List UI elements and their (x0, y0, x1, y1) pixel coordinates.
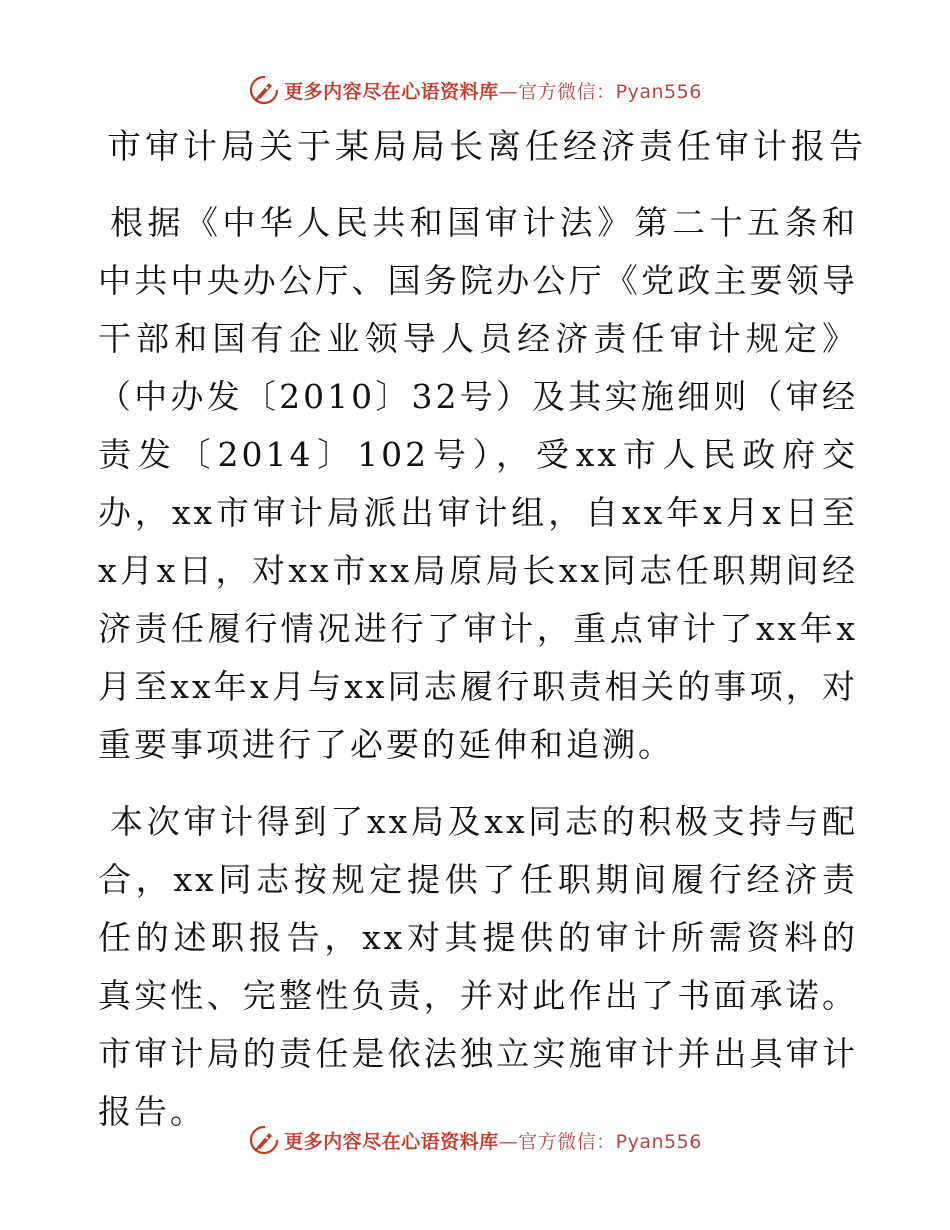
pen-nib-logo-icon (248, 1124, 280, 1156)
body-paragraph-2: 本次审计得到了xx局及xx同志的积极支持与配合，xx同志按规定提供了任职期间履行经济责任的述职报告，xx对其提供的审计所需资料的真实性、完整性负责，并对此作出了书面承诺。市审计局的责任是依法独立实施审计并出具审计报告。 (98, 802, 858, 1131)
header-banner (0, 73, 950, 107)
pen-nib-logo-icon (248, 74, 280, 106)
document-title: 市审计局关于某局局长离任经济责任审计报告 (107, 127, 867, 167)
header-banner-text (284, 77, 702, 104)
footer-banner (0, 1123, 950, 1157)
header-banner-wechat: 官方微信：Pyan556 (518, 80, 702, 103)
footer-banner-wechat: 官方微信：Pyan556 (518, 1130, 702, 1153)
footer-banner-site: 更多内容尽在心语资料库 (284, 1130, 499, 1153)
header-banner-site: 更多内容尽在心语资料库 (284, 80, 499, 103)
body-paragraph-1: 根据《中华人民共和国审计法》第二十五条和中共中央办公厅、国务院办公厅《党政主要领导干部和国有企业领导人员经济责任审计规定》（中办发〔2010〕32号）及其实施细则（审经责发〔2014〕102号），受xx市人民政府交办，xx市审计局派出审计组，自xx年x月x日至x月x日，对xx市xx局原局长xx同志任职期间经济责任履行情况进行了审计，重点审计了xx年x月至xx年x月与xx同志履行职责相关的事项，对重要事项进行了必要的延伸和追溯。 (98, 203, 858, 764)
header-banner-dash: — (498, 80, 519, 103)
footer-banner-dash: — (498, 1130, 519, 1153)
footer-banner-text (284, 1127, 702, 1154)
